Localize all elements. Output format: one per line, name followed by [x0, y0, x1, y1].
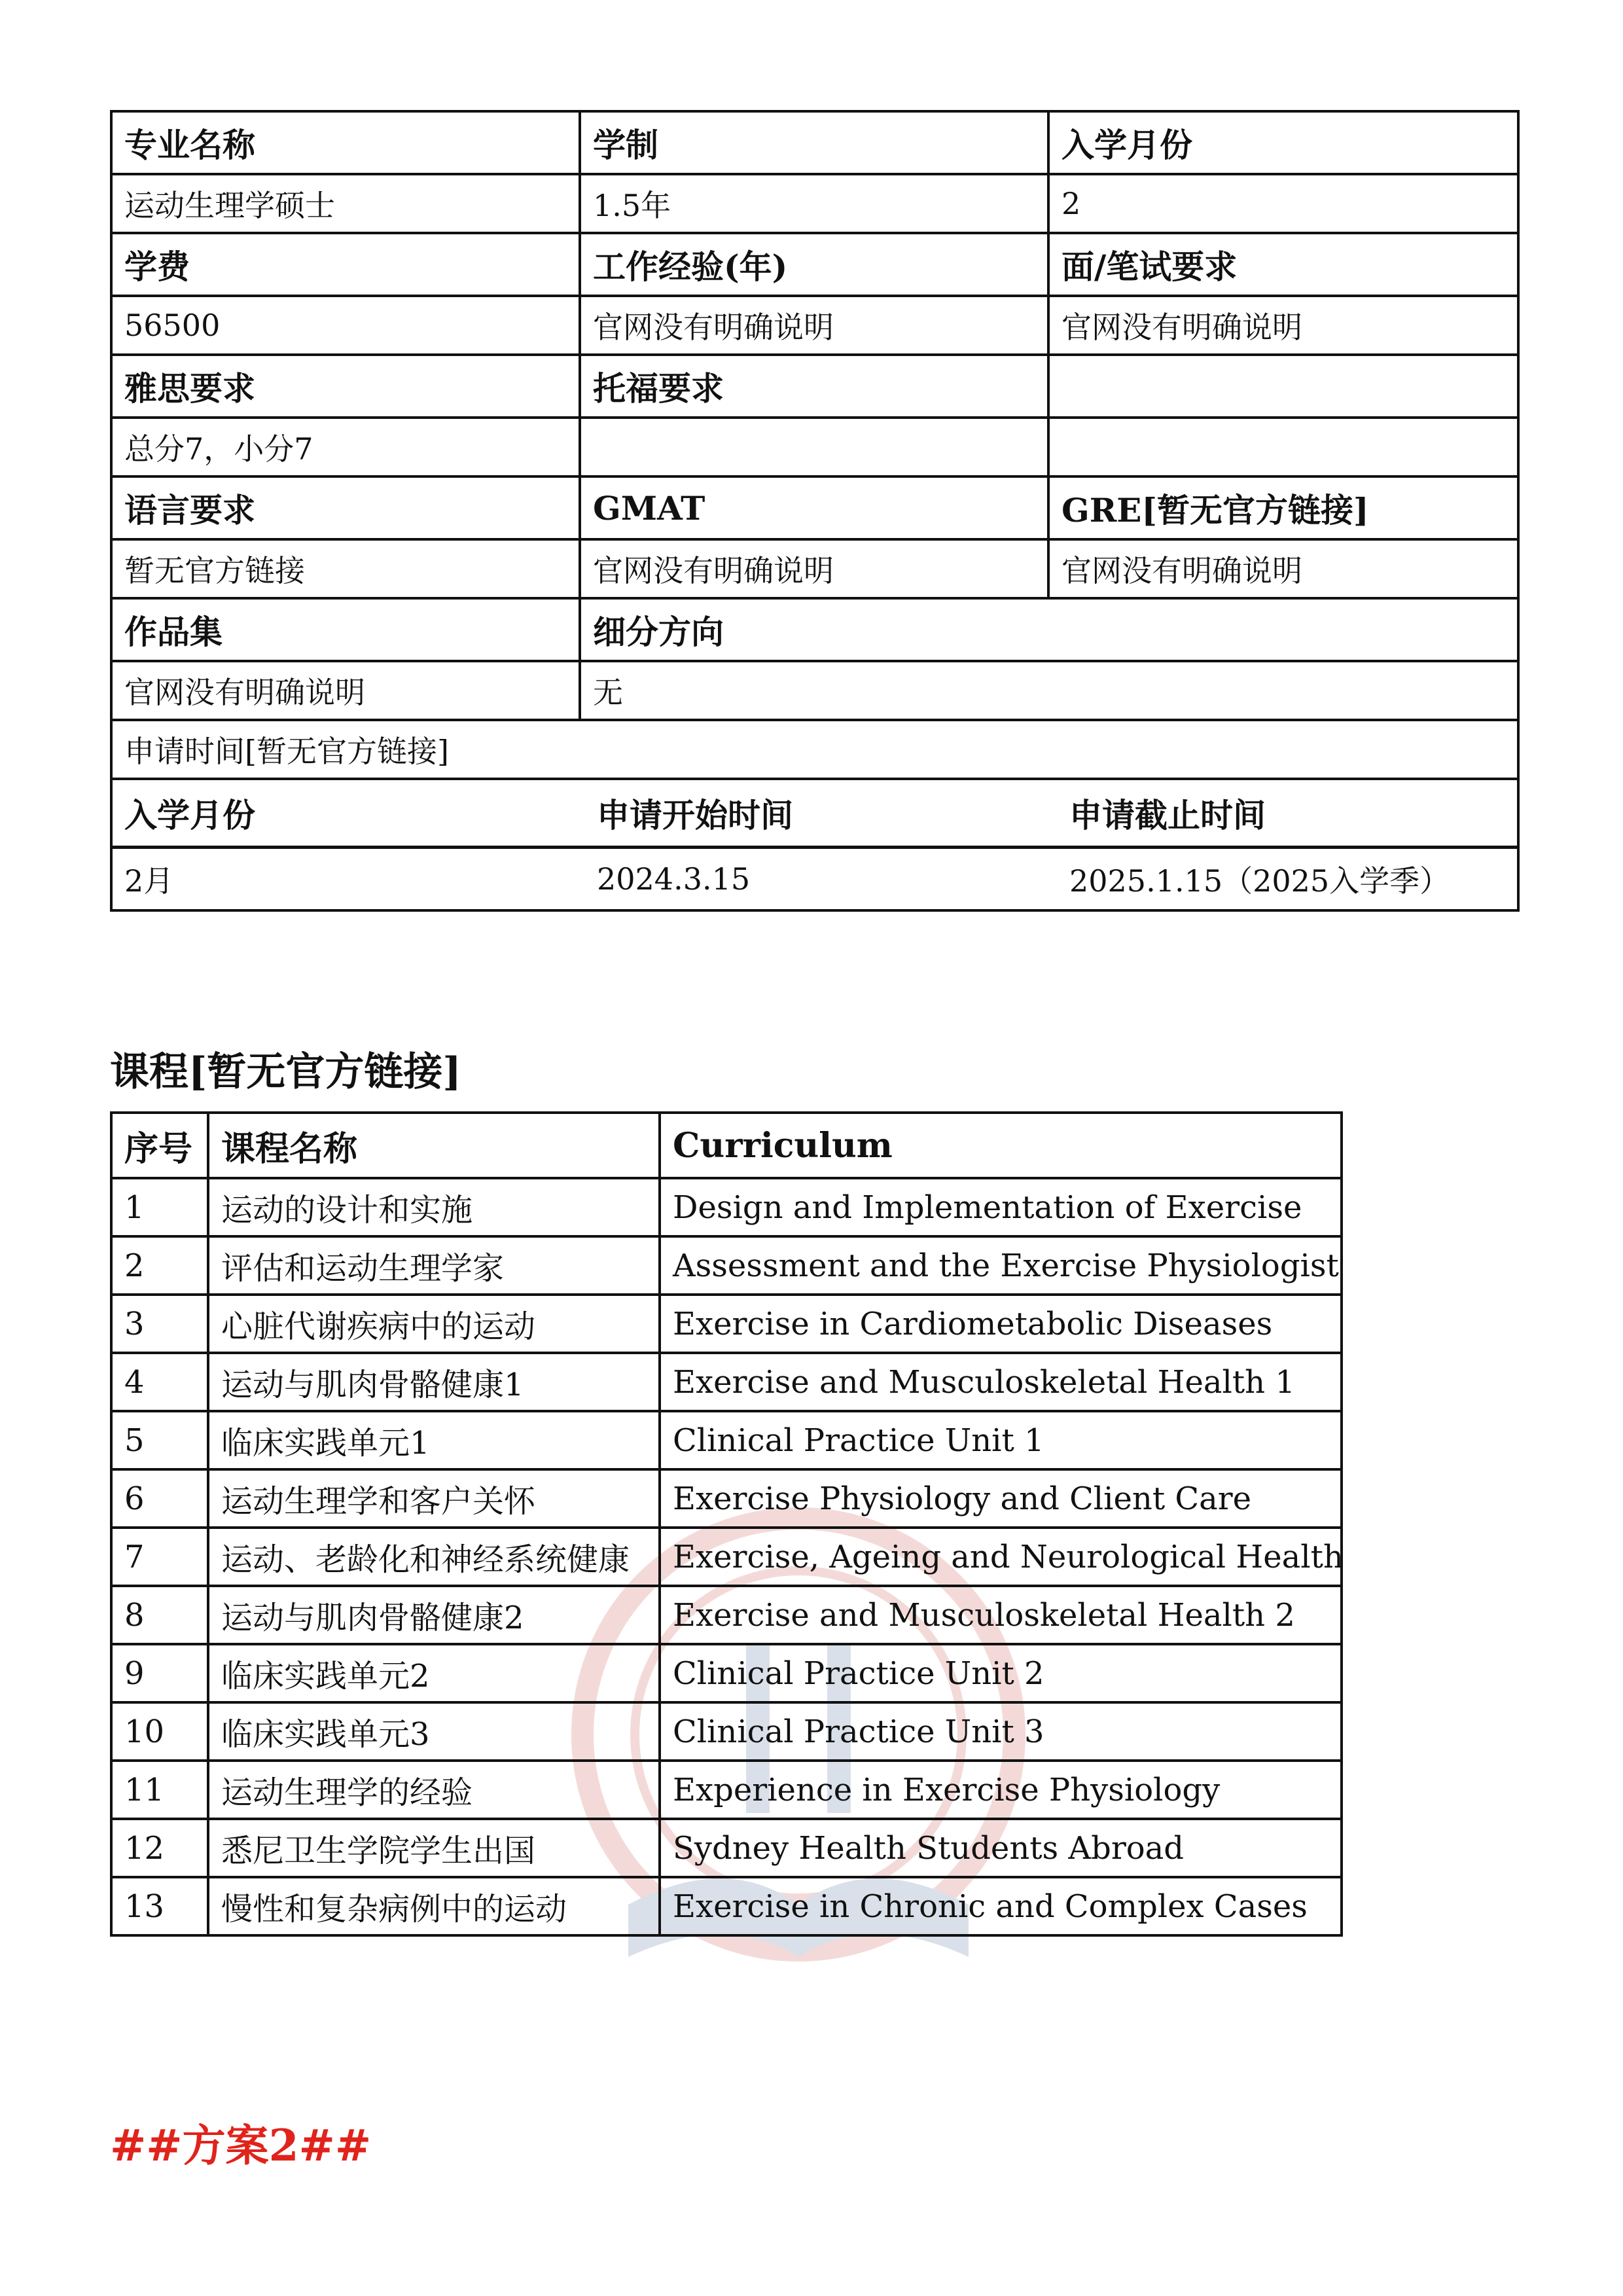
value-language: 暂无官方链接 — [111, 539, 580, 598]
course-name-cn: 临床实践单元3 — [208, 1702, 660, 1761]
header-toefl: 托福要求 — [580, 355, 1048, 418]
course-number: 6 — [111, 1469, 208, 1528]
courses-section-title: 课程[暂无官方链接] — [110, 1049, 461, 1095]
table-row — [111, 1528, 1342, 1586]
app-header-intake: 入学月份 — [113, 780, 585, 848]
table-row — [111, 1761, 1342, 1819]
course-name-en: Exercise in Cardiometabolic Diseases — [660, 1295, 1342, 1353]
course-number: 10 — [111, 1702, 208, 1761]
course-name-en: Exercise, Ageing and Neurological Health — [660, 1528, 1342, 1586]
course-name-cn: 心脏代谢疾病中的运动 — [208, 1295, 660, 1353]
course-name-cn: 运动与肌肉骨骼健康2 — [208, 1586, 660, 1644]
course-name-en: Sydney Health Students Abroad — [660, 1819, 1342, 1877]
value-duration: 1.5年 — [580, 174, 1048, 233]
course-number: 2 — [111, 1236, 208, 1295]
value-gre: 官网没有明确说明 — [1048, 539, 1518, 598]
course-name-en: Exercise Physiology and Client Care — [660, 1469, 1342, 1528]
course-number: 5 — [111, 1411, 208, 1469]
course-name-en: Exercise and Musculoskeletal Health 1 — [660, 1353, 1342, 1411]
course-name-cn: 运动与肌肉骨骼健康1 — [208, 1353, 660, 1411]
value-empty — [1048, 418, 1518, 476]
header-gmat: GMAT — [580, 476, 1048, 539]
course-number: 1 — [111, 1178, 208, 1236]
course-name-en: Assessment and the Exercise Physiologist — [660, 1236, 1342, 1295]
course-name-en: Clinical Practice Unit 3 — [660, 1702, 1342, 1761]
table-row — [111, 1469, 1342, 1528]
table-row — [111, 1178, 1342, 1236]
value-interview: 官网没有明确说明 — [1048, 296, 1518, 355]
header-intake-month: 入学月份 — [1048, 111, 1518, 174]
table-row — [111, 1702, 1342, 1761]
course-number: 13 — [111, 1877, 208, 1935]
value-tuition: 56500 — [111, 296, 580, 355]
course-name-cn: 悉尼卫生学院学生出国 — [208, 1819, 660, 1877]
value-program-name: 运动生理学硕士 — [111, 174, 580, 233]
course-name-cn: 运动生理学和客户关怀 — [208, 1469, 660, 1528]
app-header-start: 申请开始时间 — [585, 780, 1058, 848]
course-name-cn: 临床实践单元1 — [208, 1411, 660, 1469]
course-name-cn: 运动、老龄化和神经系统健康 — [208, 1528, 660, 1586]
course-name-cn: 慢性和复杂病例中的运动 — [208, 1877, 660, 1935]
application-time-title: 申请时间[暂无官方链接] — [111, 720, 1518, 779]
application-time-table — [113, 780, 1517, 909]
value-ielts: 总分7，小分7 — [111, 418, 580, 476]
header-duration: 学制 — [580, 111, 1048, 174]
value-gmat: 官网没有明确说明 — [580, 539, 1048, 598]
program-info-table — [110, 110, 1520, 912]
course-number: 7 — [111, 1528, 208, 1586]
course-name-en: Clinical Practice Unit 2 — [660, 1644, 1342, 1702]
table-row — [111, 1295, 1342, 1353]
table-row — [111, 1353, 1342, 1411]
header-empty — [1048, 355, 1518, 418]
table-row — [111, 1819, 1342, 1877]
table-row — [111, 1644, 1342, 1702]
header-interview: 面/笔试要求 — [1048, 233, 1518, 296]
course-number: 4 — [111, 1353, 208, 1411]
app-value-deadline: 2025.1.15（2025入学季） — [1069, 863, 1450, 899]
header-work-experience: 工作经验(年) — [580, 233, 1048, 296]
course-name-en: Exercise and Musculoskeletal Health 2 — [660, 1586, 1342, 1644]
table-row — [111, 1411, 1342, 1469]
value-portfolio: 官网没有明确说明 — [111, 661, 580, 720]
course-name-en: Experience in Exercise Physiology — [660, 1761, 1342, 1819]
col-header-number: 序号 — [111, 1113, 208, 1178]
col-header-course-name: 课程名称 — [208, 1113, 660, 1178]
value-intake-month: 2 — [1048, 174, 1518, 233]
plan-label: ##方案2## — [110, 2120, 372, 2171]
course-number: 11 — [111, 1761, 208, 1819]
value-toefl — [580, 418, 1048, 476]
col-header-curriculum: Curriculum — [660, 1113, 1342, 1178]
app-value-start: 2024.3.15 — [597, 861, 751, 897]
table-row — [111, 1877, 1342, 1935]
value-specialization: 无 — [580, 661, 1518, 720]
application-time-cell — [111, 779, 1518, 910]
header-program-name: 专业名称 — [111, 111, 580, 174]
app-value-intake: 2月 — [124, 863, 174, 899]
course-number: 3 — [111, 1295, 208, 1353]
header-gre: GRE[暂无官方链接] — [1048, 476, 1518, 539]
course-name-cn: 运动的设计和实施 — [208, 1178, 660, 1236]
curriculum-table — [110, 1111, 1343, 1937]
header-portfolio: 作品集 — [111, 598, 580, 661]
course-name-cn: 临床实践单元2 — [208, 1644, 660, 1702]
header-tuition: 学费 — [111, 233, 580, 296]
value-work-experience: 官网没有明确说明 — [580, 296, 1048, 355]
course-number: 12 — [111, 1819, 208, 1877]
header-language: 语言要求 — [111, 476, 580, 539]
course-number: 8 — [111, 1586, 208, 1644]
course-name-cn: 运动生理学的经验 — [208, 1761, 660, 1819]
course-name-en: Design and Implementation of Exercise — [660, 1178, 1342, 1236]
table-row — [111, 1586, 1342, 1644]
course-name-en: Exercise in Chronic and Complex Cases — [660, 1877, 1342, 1935]
header-specialization: 细分方向 — [580, 598, 1518, 661]
header-ielts: 雅思要求 — [111, 355, 580, 418]
app-header-deadline: 申请截止时间 — [1058, 780, 1517, 848]
course-name-en: Clinical Practice Unit 1 — [660, 1411, 1342, 1469]
table-row — [111, 1236, 1342, 1295]
course-name-cn: 评估和运动生理学家 — [208, 1236, 660, 1295]
course-number: 9 — [111, 1644, 208, 1702]
